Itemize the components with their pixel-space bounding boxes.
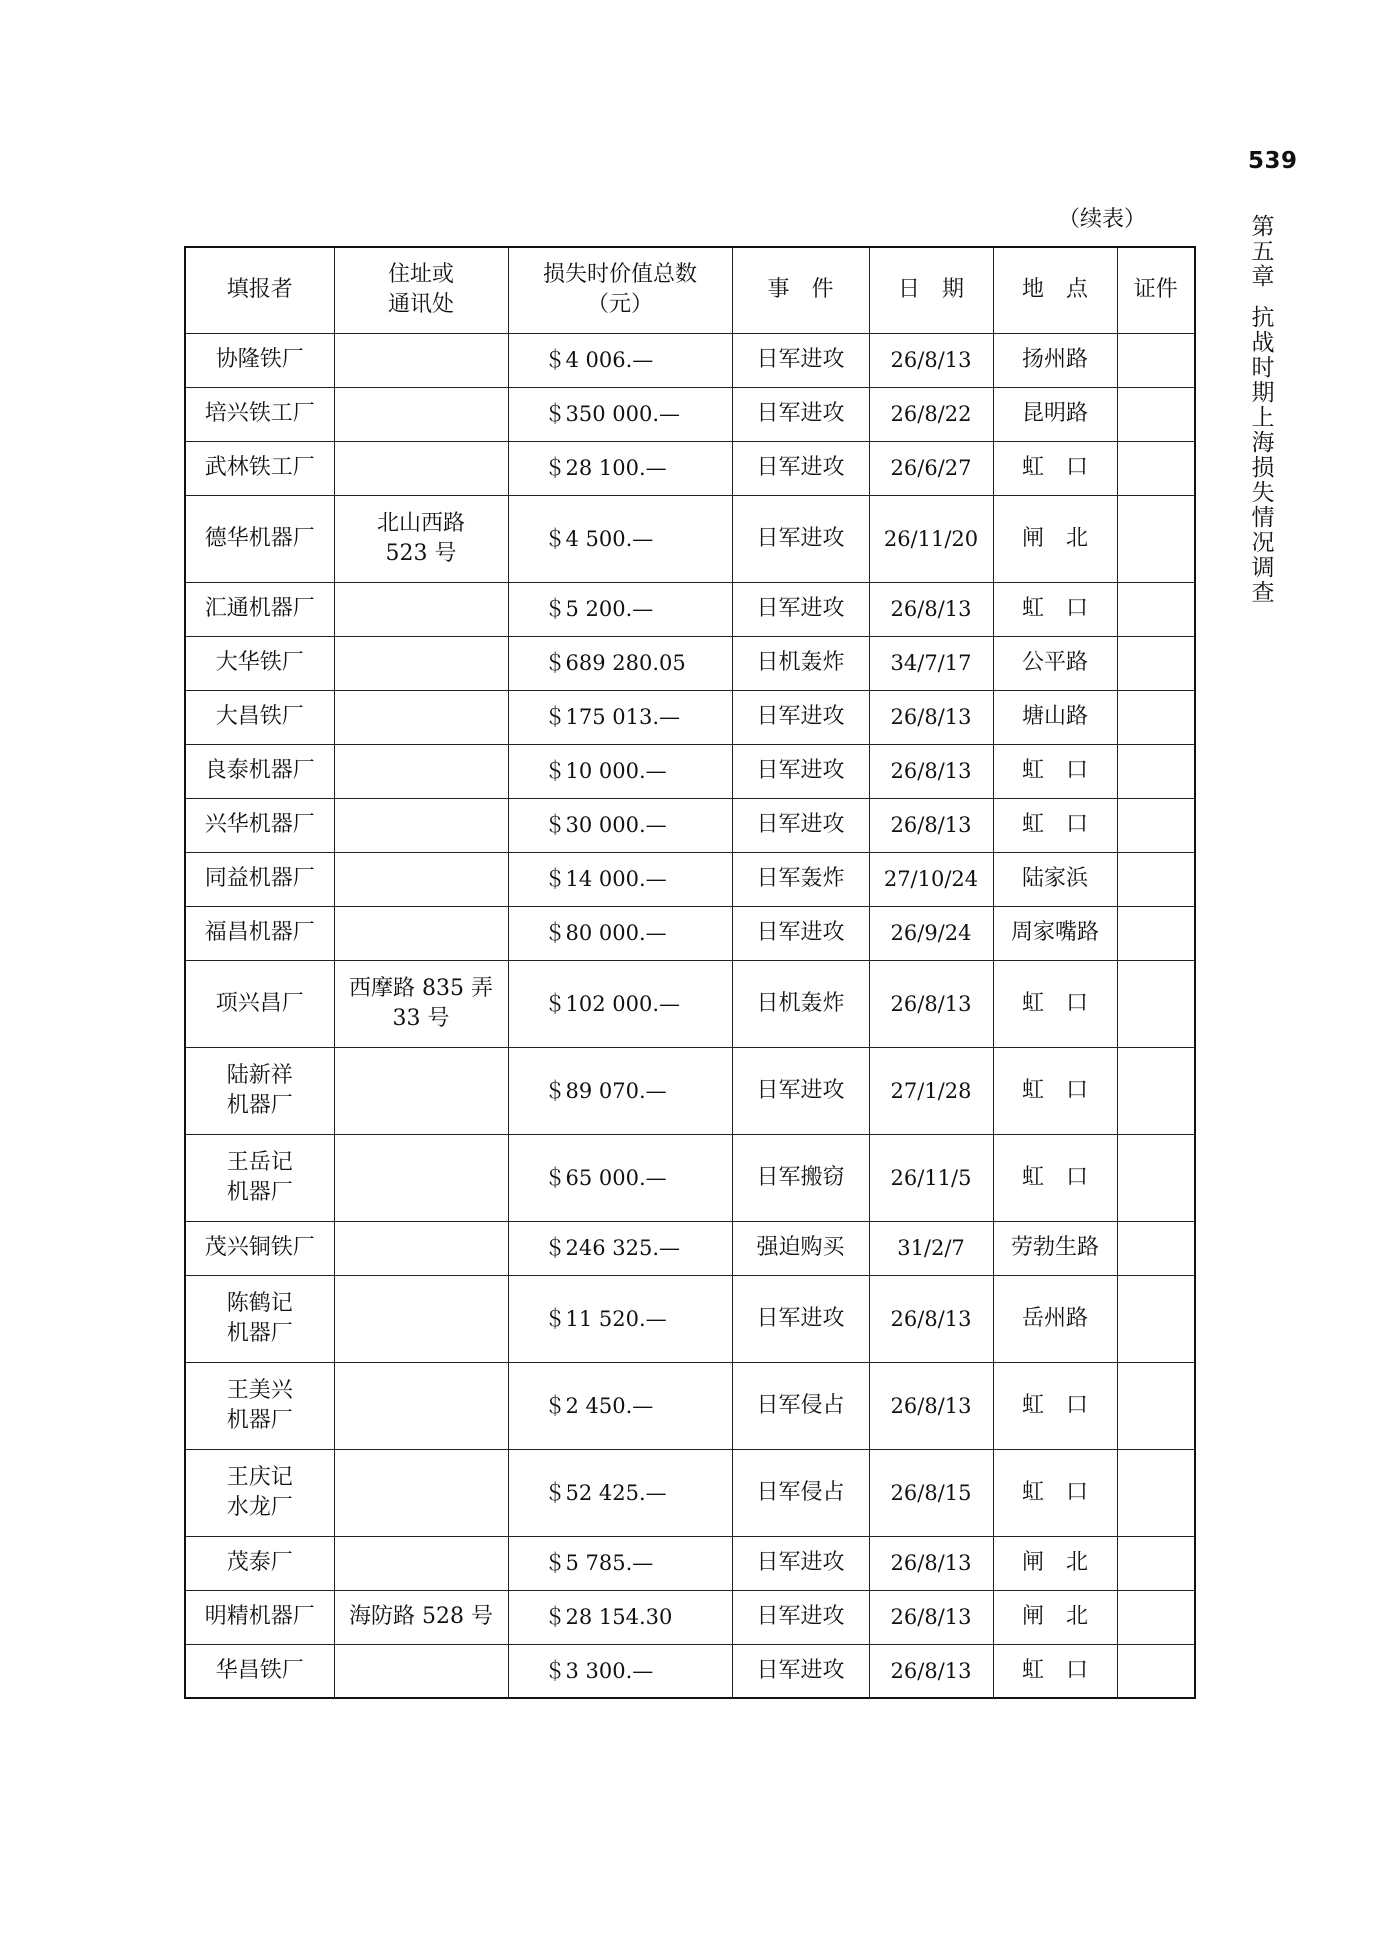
cell-event: 日军进攻	[732, 744, 869, 798]
cell-date: 27/10/24	[869, 852, 993, 906]
table-body	[185, 333, 1195, 1698]
cell-document	[1117, 1275, 1195, 1362]
table-row	[185, 906, 1195, 960]
cell-event: 日军进攻	[732, 1047, 869, 1134]
page-number: 539	[1248, 148, 1298, 174]
header-event: 事 件	[732, 247, 869, 333]
cell-date: 26/8/13	[869, 1362, 993, 1449]
table-row	[185, 744, 1195, 798]
cell-reporter: 茂兴铜铁厂	[185, 1221, 334, 1275]
cell-amount: ＄80 000.—	[508, 906, 732, 960]
table-row	[185, 582, 1195, 636]
cell-date: 26/8/13	[869, 744, 993, 798]
table-row	[185, 636, 1195, 690]
cell-document	[1117, 1536, 1195, 1590]
cell-reporter: 同益机器厂	[185, 852, 334, 906]
cell-document	[1117, 906, 1195, 960]
cell-address	[334, 1275, 508, 1362]
cell-place: 塘山路	[993, 690, 1117, 744]
chapter-subject: 抗战时期上海损失情况调查	[1251, 305, 1275, 606]
cell-reporter: 陈鹤记 机器厂	[185, 1275, 334, 1362]
cell-document	[1117, 1449, 1195, 1536]
cell-amount: ＄689 280.05	[508, 636, 732, 690]
cell-place: 昆明路	[993, 387, 1117, 441]
cell-event: 日军进攻	[732, 387, 869, 441]
cell-document	[1117, 1362, 1195, 1449]
cell-date: 26/8/22	[869, 387, 993, 441]
cell-address	[334, 852, 508, 906]
cell-reporter: 茂泰厂	[185, 1536, 334, 1590]
cell-address	[334, 582, 508, 636]
cell-place: 虹 口	[993, 582, 1117, 636]
cell-address	[334, 1221, 508, 1275]
cell-amount: ＄246 325.—	[508, 1221, 732, 1275]
cell-address	[334, 636, 508, 690]
cell-event: 日机轰炸	[732, 960, 869, 1047]
table-row	[185, 798, 1195, 852]
header-address: 住址或 通讯处	[334, 247, 508, 333]
cell-event: 日军进攻	[732, 798, 869, 852]
cell-reporter: 汇通机器厂	[185, 582, 334, 636]
cell-date: 31/2/7	[869, 1221, 993, 1275]
cell-address	[334, 1449, 508, 1536]
cell-place: 虹 口	[993, 1362, 1117, 1449]
cell-reporter: 王岳记 机器厂	[185, 1134, 334, 1221]
table-row	[185, 1644, 1195, 1698]
cell-date: 26/8/13	[869, 798, 993, 852]
cell-address	[334, 690, 508, 744]
table-row	[185, 1536, 1195, 1590]
cell-date: 26/8/15	[869, 1449, 993, 1536]
cell-amount: ＄3 300.—	[508, 1644, 732, 1698]
header-document: 证件	[1117, 247, 1195, 333]
table-header-row	[185, 247, 1195, 333]
cell-document	[1117, 495, 1195, 582]
cell-reporter: 德华机器厂	[185, 495, 334, 582]
chapter-title	[1250, 215, 1276, 606]
cell-amount: ＄175 013.—	[508, 690, 732, 744]
cell-amount: ＄4 500.—	[508, 495, 732, 582]
cell-date: 26/8/13	[869, 1644, 993, 1698]
cell-place: 闸 北	[993, 495, 1117, 582]
cell-event: 日军搬窃	[732, 1134, 869, 1221]
table-row	[185, 1047, 1195, 1134]
cell-document	[1117, 798, 1195, 852]
cell-reporter: 培兴铁工厂	[185, 387, 334, 441]
cell-place: 虹 口	[993, 1644, 1117, 1698]
cell-amount: ＄52 425.—	[508, 1449, 732, 1536]
cell-amount: ＄89 070.—	[508, 1047, 732, 1134]
cell-address: 海防路 528 号	[334, 1590, 508, 1644]
cell-event: 日军进攻	[732, 1590, 869, 1644]
cell-amount: ＄11 520.—	[508, 1275, 732, 1362]
cell-document	[1117, 1590, 1195, 1644]
cell-document	[1117, 333, 1195, 387]
cell-amount: ＄65 000.—	[508, 1134, 732, 1221]
cell-place: 扬州路	[993, 333, 1117, 387]
cell-reporter: 王美兴 机器厂	[185, 1362, 334, 1449]
header-reporter: 填报者	[185, 247, 334, 333]
cell-date: 26/9/24	[869, 906, 993, 960]
cell-amount: ＄28 154.30	[508, 1590, 732, 1644]
cell-document	[1117, 1134, 1195, 1221]
cell-address	[334, 1362, 508, 1449]
cell-document	[1117, 441, 1195, 495]
cell-address	[334, 387, 508, 441]
cell-reporter: 福昌机器厂	[185, 906, 334, 960]
table-row	[185, 960, 1195, 1047]
cell-reporter: 华昌铁厂	[185, 1644, 334, 1698]
cell-address: 北山西路 523 号	[334, 495, 508, 582]
cell-event: 强迫购买	[732, 1221, 869, 1275]
cell-amount: ＄2 450.—	[508, 1362, 732, 1449]
cell-document	[1117, 852, 1195, 906]
cell-amount: ＄28 100.—	[508, 441, 732, 495]
cell-place: 岳州路	[993, 1275, 1117, 1362]
cell-place: 虹 口	[993, 1134, 1117, 1221]
cell-place: 公平路	[993, 636, 1117, 690]
cell-amount: ＄10 000.—	[508, 744, 732, 798]
table-row	[185, 1449, 1195, 1536]
cell-date: 26/11/20	[869, 495, 993, 582]
cell-document	[1117, 690, 1195, 744]
cell-reporter: 项兴昌厂	[185, 960, 334, 1047]
cell-place: 虹 口	[993, 960, 1117, 1047]
cell-event: 日机轰炸	[732, 636, 869, 690]
cell-amount: ＄30 000.—	[508, 798, 732, 852]
table-row	[185, 1134, 1195, 1221]
cell-event: 日军进攻	[732, 906, 869, 960]
table-row	[185, 1590, 1195, 1644]
cell-event: 日军进攻	[732, 1275, 869, 1362]
cell-amount: ＄102 000.—	[508, 960, 732, 1047]
cell-date: 26/8/13	[869, 333, 993, 387]
table-row	[185, 495, 1195, 582]
cell-address	[334, 1047, 508, 1134]
cell-event: 日军进攻	[732, 582, 869, 636]
cell-document	[1117, 582, 1195, 636]
cell-address	[334, 906, 508, 960]
cell-reporter: 陆新祥 机器厂	[185, 1047, 334, 1134]
cell-event: 日军进攻	[732, 333, 869, 387]
cell-date: 26/8/13	[869, 1590, 993, 1644]
cell-document	[1117, 387, 1195, 441]
cell-address	[334, 441, 508, 495]
cell-place: 虹 口	[993, 744, 1117, 798]
cell-event: 日军进攻	[732, 441, 869, 495]
cell-place: 陆家浜	[993, 852, 1117, 906]
cell-document	[1117, 744, 1195, 798]
cell-event: 日军进攻	[732, 1536, 869, 1590]
cell-event: 日军进攻	[732, 1644, 869, 1698]
cell-date: 34/7/17	[869, 636, 993, 690]
table-row	[185, 387, 1195, 441]
cell-date: 26/6/27	[869, 441, 993, 495]
cell-place: 闸 北	[993, 1536, 1117, 1590]
header-date: 日 期	[869, 247, 993, 333]
cell-event: 日军侵占	[732, 1362, 869, 1449]
cell-place: 虹 口	[993, 441, 1117, 495]
header-place: 地 点	[993, 247, 1117, 333]
cell-event: 日军进攻	[732, 690, 869, 744]
cell-date: 26/11/5	[869, 1134, 993, 1221]
cell-event: 日军轰炸	[732, 852, 869, 906]
cell-reporter: 协隆铁厂	[185, 333, 334, 387]
cell-date: 26/8/13	[869, 690, 993, 744]
cell-date: 27/1/28	[869, 1047, 993, 1134]
cell-address	[334, 798, 508, 852]
table-row	[185, 333, 1195, 387]
table-row	[185, 441, 1195, 495]
cell-document	[1117, 1221, 1195, 1275]
cell-address	[334, 333, 508, 387]
cell-event: 日军进攻	[732, 495, 869, 582]
cell-place: 虹 口	[993, 1047, 1117, 1134]
cell-place: 虹 口	[993, 798, 1117, 852]
table-row	[185, 690, 1195, 744]
cell-address: 西摩路 835 弄 33 号	[334, 960, 508, 1047]
cell-amount: ＄14 000.—	[508, 852, 732, 906]
cell-reporter: 大昌铁厂	[185, 690, 334, 744]
cell-date: 26/8/13	[869, 1275, 993, 1362]
table-row	[185, 1362, 1195, 1449]
cell-date: 26/8/13	[869, 1536, 993, 1590]
cell-reporter: 大华铁厂	[185, 636, 334, 690]
cell-reporter: 兴华机器厂	[185, 798, 334, 852]
cell-document	[1117, 960, 1195, 1047]
cell-place: 劳勃生路	[993, 1221, 1117, 1275]
cell-document	[1117, 636, 1195, 690]
cell-reporter: 明精机器厂	[185, 1590, 334, 1644]
cell-amount: ＄4 006.—	[508, 333, 732, 387]
cell-place: 闸 北	[993, 1590, 1117, 1644]
chapter-number: 第五章	[1251, 214, 1275, 290]
cell-reporter: 武林铁工厂	[185, 441, 334, 495]
cell-address	[334, 1536, 508, 1590]
cell-address	[334, 1644, 508, 1698]
cell-amount: ＄5 785.—	[508, 1536, 732, 1590]
cell-amount: ＄5 200.—	[508, 582, 732, 636]
cell-date: 26/8/13	[869, 960, 993, 1047]
cell-address	[334, 744, 508, 798]
table-row	[185, 852, 1195, 906]
cell-date: 26/8/13	[869, 582, 993, 636]
table-row	[185, 1275, 1195, 1362]
loss-table	[184, 246, 1196, 1699]
cell-reporter: 良泰机器厂	[185, 744, 334, 798]
cell-event: 日军侵占	[732, 1449, 869, 1536]
cell-place: 周家嘴路	[993, 906, 1117, 960]
cell-amount: ＄350 000.—	[508, 387, 732, 441]
cell-reporter: 王庆记 水龙厂	[185, 1449, 334, 1536]
continued-label: （续表）	[1058, 207, 1147, 232]
cell-place: 虹 口	[993, 1449, 1117, 1536]
cell-document	[1117, 1047, 1195, 1134]
table-row	[185, 1221, 1195, 1275]
cell-document	[1117, 1644, 1195, 1698]
cell-address	[334, 1134, 508, 1221]
header-amount: 损失时价值总数 （元）	[508, 247, 732, 333]
